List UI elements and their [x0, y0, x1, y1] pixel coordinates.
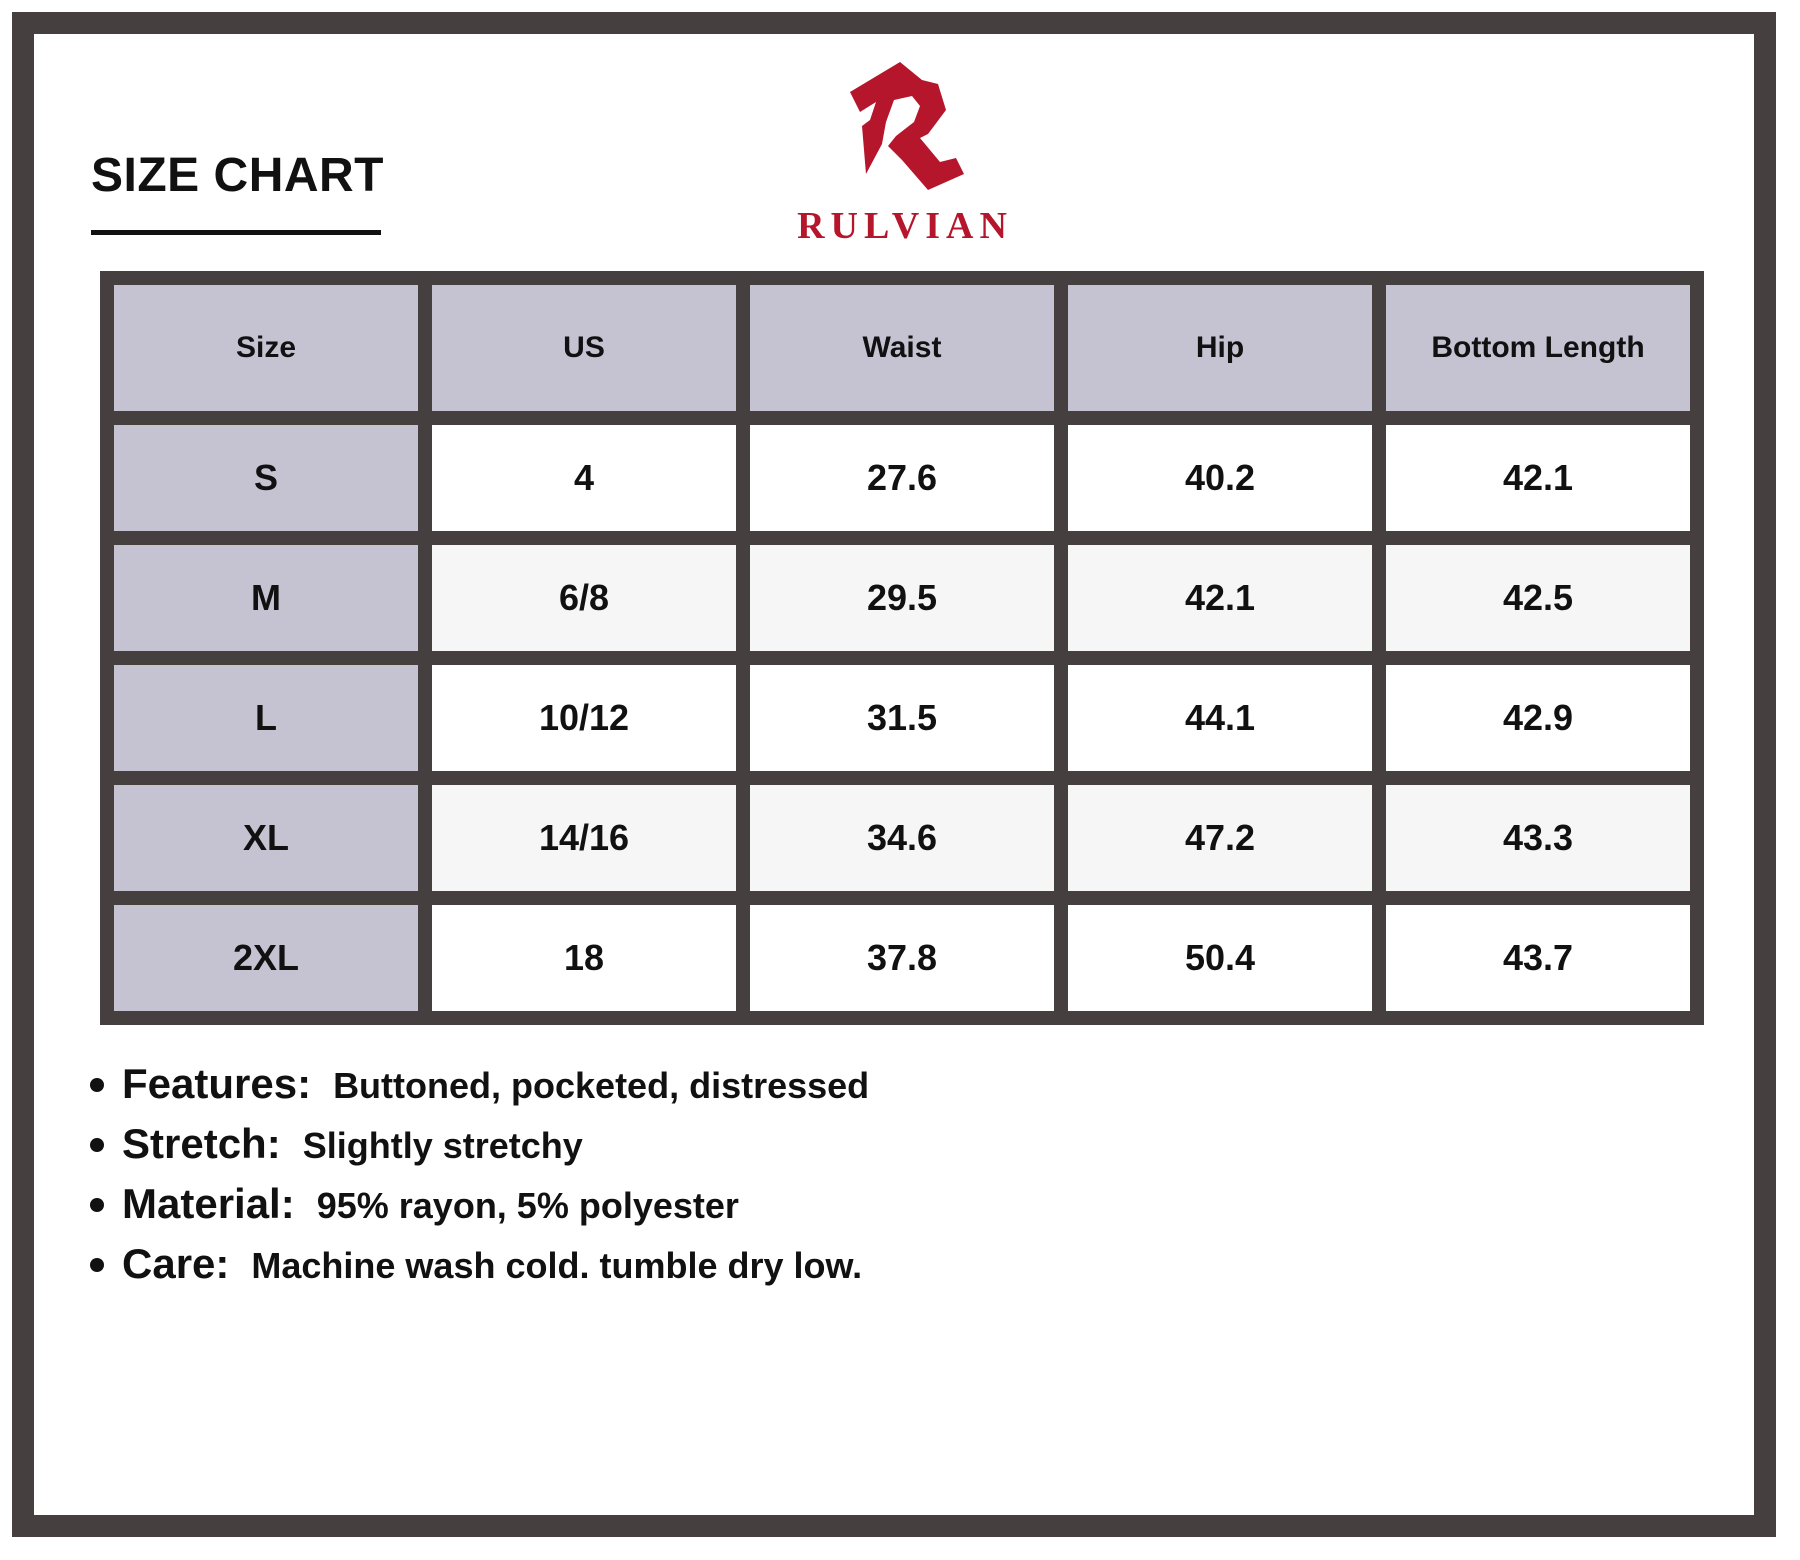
us-cell: 6/8 [432, 545, 736, 651]
header-us: US [432, 285, 736, 411]
us-cell: 10/12 [432, 665, 736, 771]
brand-logo [760, 62, 1050, 252]
brand-wordmark: RULVIAN [797, 205, 1013, 247]
bullet-icon [90, 1138, 104, 1152]
table-header-row [114, 285, 1690, 411]
header-hip: Hip [1068, 285, 1372, 411]
size-cell: S [114, 425, 418, 531]
size-cell: XL [114, 785, 418, 891]
detail-value: Buttoned, pocketed, distressed [333, 1065, 870, 1106]
table-row [114, 425, 1690, 531]
us-cell: 4 [432, 425, 736, 531]
us-cell: 18 [432, 905, 736, 1011]
r-monogram-logo-icon [842, 62, 972, 202]
header-bottom-length: Bottom Length [1386, 285, 1690, 411]
header-waist: Waist [750, 285, 1054, 411]
hip-cell: 47.2 [1068, 785, 1372, 891]
detail-care [90, 1240, 869, 1300]
hip-cell: 50.4 [1068, 905, 1372, 1011]
size-cell: L [114, 665, 418, 771]
detail-features [90, 1060, 869, 1120]
bottom-length-cell: 42.5 [1386, 545, 1690, 651]
bottom-length-cell: 42.1 [1386, 425, 1690, 531]
page-title: SIZE CHART [91, 149, 384, 202]
size-chart-table [100, 271, 1704, 1025]
waist-cell: 31.5 [750, 665, 1054, 771]
detail-label: Care: [122, 1240, 230, 1287]
size-cell: M [114, 545, 418, 651]
product-details-list [90, 1060, 869, 1300]
waist-cell: 34.6 [750, 785, 1054, 891]
title-underline [91, 230, 381, 235]
table-row [114, 545, 1690, 651]
detail-stretch [90, 1120, 869, 1180]
bullet-icon [90, 1258, 104, 1272]
detail-value: Machine wash cold. tumble dry low. [251, 1245, 863, 1286]
table-row [114, 785, 1690, 891]
waist-cell: 27.6 [750, 425, 1054, 531]
us-cell: 14/16 [432, 785, 736, 891]
bottom-length-cell: 43.7 [1386, 905, 1690, 1011]
bullet-icon [90, 1198, 104, 1212]
bottom-length-cell: 43.3 [1386, 785, 1690, 891]
hip-cell: 40.2 [1068, 425, 1372, 531]
bullet-icon [90, 1078, 104, 1092]
detail-value: 95% rayon, 5% polyester [316, 1185, 739, 1226]
table-row [114, 665, 1690, 771]
header-size: Size [114, 285, 418, 411]
detail-label: Stretch: [122, 1120, 281, 1167]
table-row [114, 905, 1690, 1011]
hip-cell: 42.1 [1068, 545, 1372, 651]
detail-value: Slightly stretchy [302, 1125, 583, 1166]
detail-label: Features: [122, 1060, 312, 1107]
bottom-length-cell: 42.9 [1386, 665, 1690, 771]
waist-cell: 29.5 [750, 545, 1054, 651]
size-cell: 2XL [114, 905, 418, 1011]
detail-label: Material: [122, 1180, 295, 1227]
detail-material [90, 1180, 869, 1240]
hip-cell: 44.1 [1068, 665, 1372, 771]
waist-cell: 37.8 [750, 905, 1054, 1011]
